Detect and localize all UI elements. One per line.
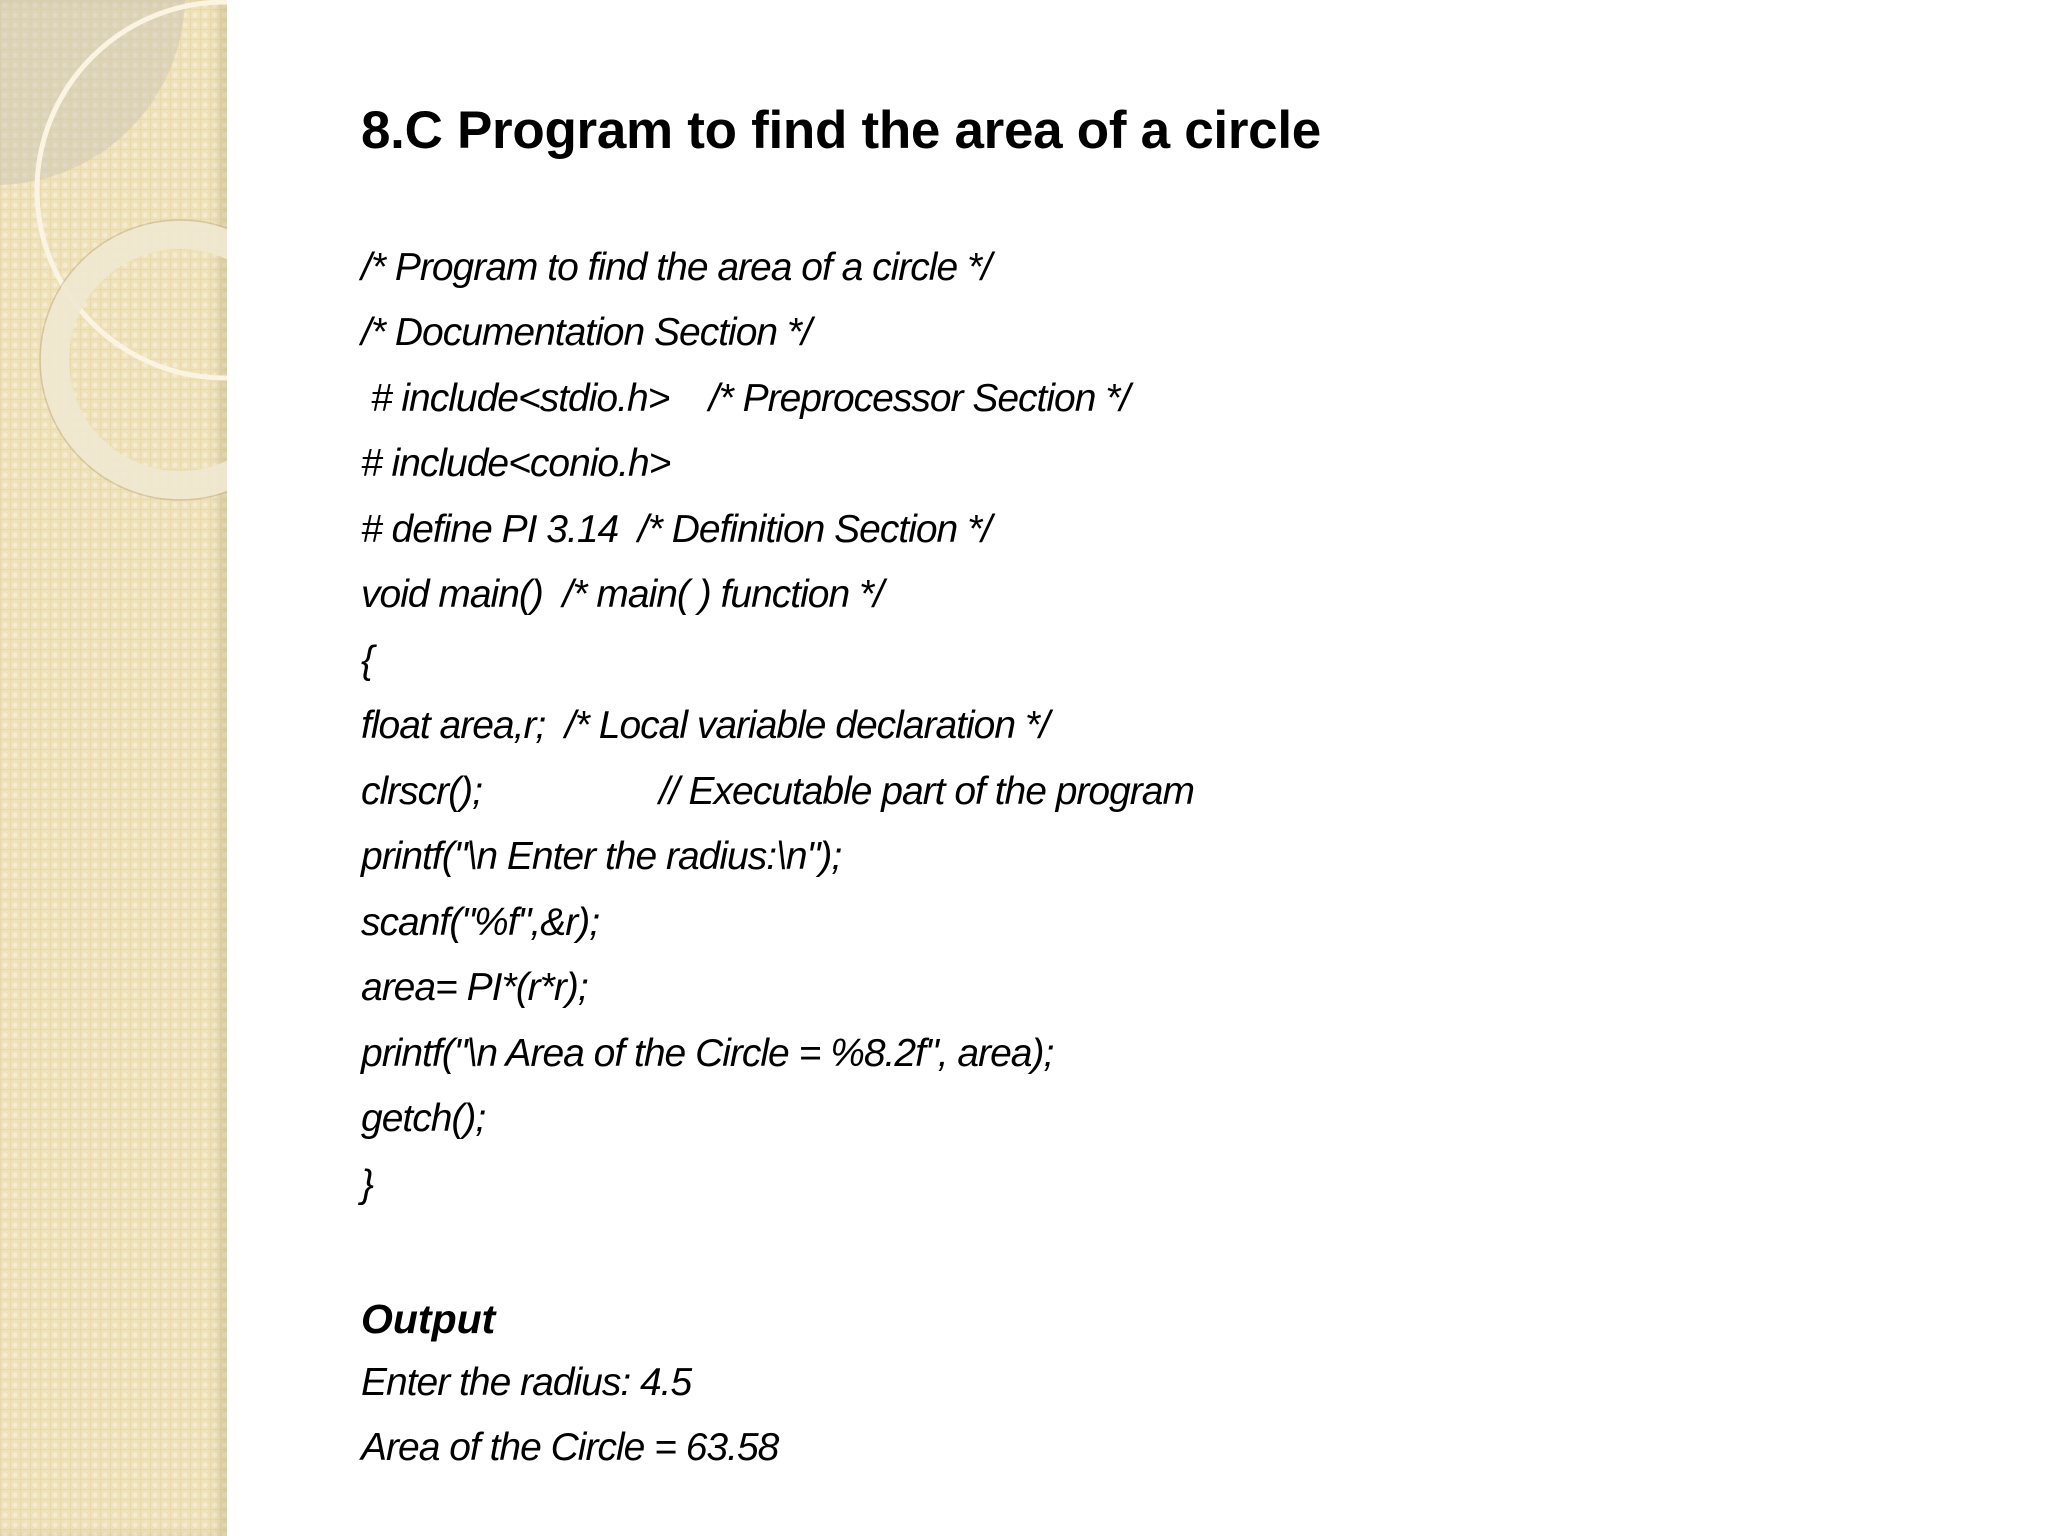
code-line: void main() /* main( ) function */ [361, 573, 884, 616]
output-line: Area of the Circle = 63.58 [361, 1426, 779, 1469]
code-line: area= PI*(r*r); [361, 966, 588, 1009]
decorative-circles [0, 0, 227, 1536]
output-heading: Output [361, 1296, 496, 1342]
output-line: Enter the radius: 4.5 [361, 1361, 692, 1404]
code-line: # define PI 3.14 /* Definition Section */ [361, 508, 992, 551]
code-line: float area,r; /* Local variable declaration */ [361, 704, 1049, 747]
code-line: } [361, 1163, 374, 1206]
code-line: # include<conio.h> [361, 442, 671, 485]
code-line: /* Program to find the area of a circle */ [361, 246, 991, 289]
code-line: { [361, 639, 374, 682]
code-line: printf("\n Area of the Circle = %8.2f", area); [361, 1032, 1054, 1075]
decorative-sidebar [0, 0, 227, 1536]
code-line: # include<stdio.h> /* Preprocessor Section */ [361, 377, 1130, 420]
code-line: scanf("%f",&r); [361, 901, 600, 944]
code-line: printf("\n Enter the radius:\n"); [361, 835, 842, 878]
code-line: /* Documentation Section */ [361, 311, 811, 354]
code-line: getch(); [361, 1097, 486, 1140]
code-line: clrscr(); // Executable part of the program [361, 770, 1194, 813]
slide-title: 8.C Program to find the area of a circle [361, 101, 1321, 160]
